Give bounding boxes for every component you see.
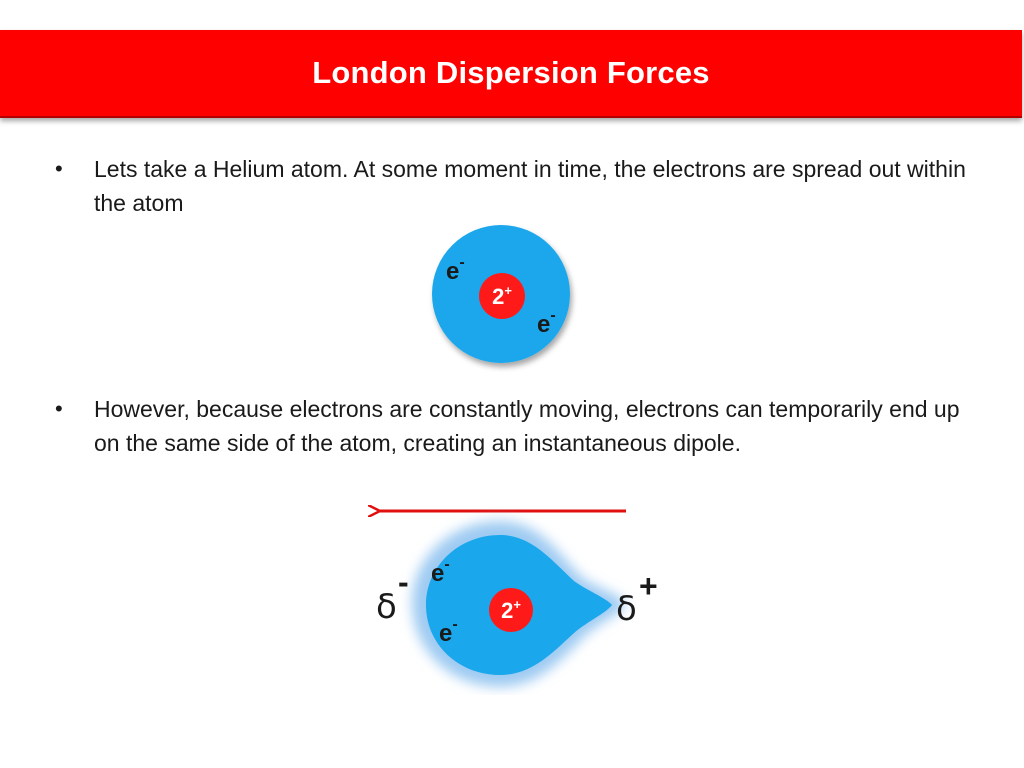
electron-label-bottom: e-	[537, 307, 556, 338]
minus-sign: -	[398, 564, 409, 600]
bullet-marker: •	[55, 156, 63, 181]
bullet-marker: •	[55, 396, 63, 421]
bullet-item-1	[55, 152, 985, 222]
nucleus-charge: 2+	[492, 283, 512, 309]
electron-label-bottom: e-	[439, 616, 458, 647]
bullet-text: Lets take a Helium atom. At some moment in time, the electrons are spread out within the atom	[94, 156, 966, 216]
helium-atom-diagram	[420, 215, 585, 375]
plus-sign: +	[639, 568, 658, 604]
delta-minus-symbol: δ	[376, 587, 397, 627]
slide-title: London Dispersion Forces	[312, 55, 710, 90]
nucleus-charge: 2+	[501, 597, 521, 623]
title-bar	[0, 30, 1022, 118]
electron-label-top: e-	[431, 556, 450, 587]
electron-label-top: e-	[446, 254, 465, 285]
bullet-text: However, because electrons are constantly moving, electrons can temporarily end up on the same side of the atom, creating an instantaneous dipole.	[94, 396, 960, 456]
delta-plus-symbol: δ	[616, 589, 637, 629]
bullet-item-2	[55, 392, 985, 496]
